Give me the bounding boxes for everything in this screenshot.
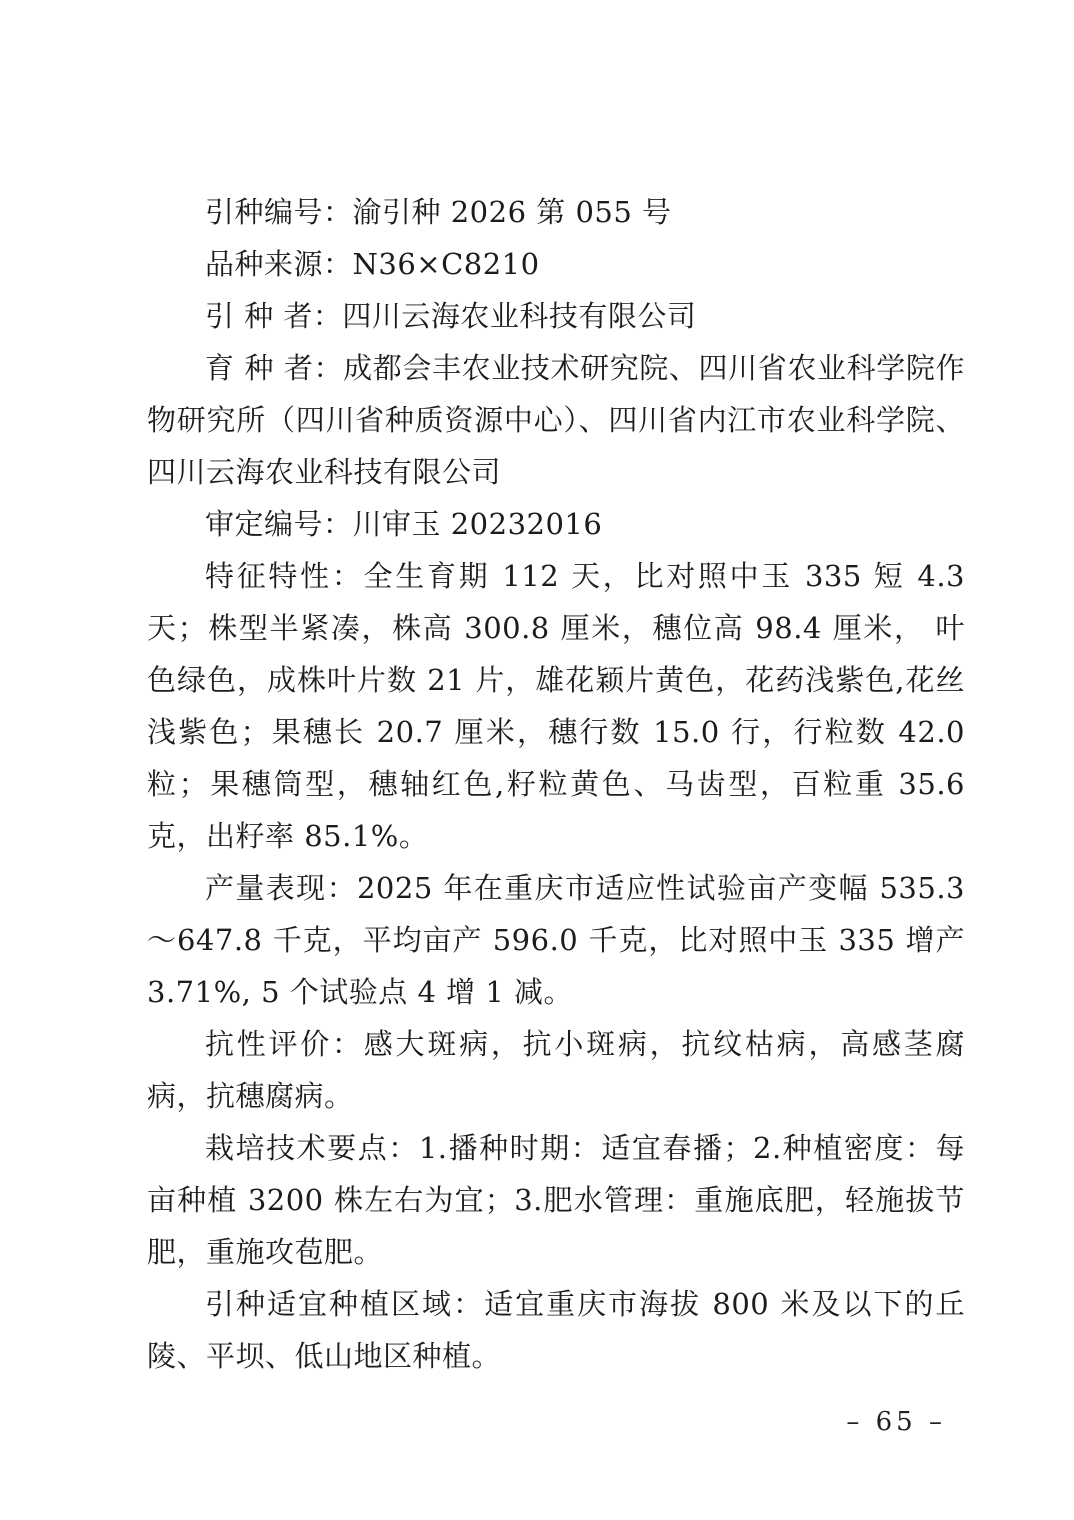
paragraph-approval-number: 审定编号：川审玉 20232016 [205,507,603,541]
paragraph-breeder: 育 种 者：成都会丰农业技术研究院、四川省农业科学院作物研究所（四川省种质资源中心）、四川省内江市农业科学院、四川云海农业科技有限公司 [147,351,965,489]
paragraph-introducer: 引 种 者：四川云海农业科技有限公司 [205,299,697,333]
paragraph-variety-source: 品种来源：N36×C8210 [205,247,540,281]
paragraph-suitable-planting-region: 引种适宜种植区域：适宜重庆市海拔 800 米及以下的丘陵、平坝、低山地区种植。 [147,1287,965,1373]
paragraph-introduction-number: 引种编号：渝引种 2026 第 055 号 [205,195,672,229]
document-body [147,186,965,1382]
paragraph-cultivation-techniques: 栽培技术要点：1.播种时期：适宜春播；2.种植密度：每亩种植 3200 株左右为宜；3.肥水管理：重施底肥，轻施拔节肥，重施攻苞肥。 [147,1131,965,1269]
paragraph-yield-performance: 产量表现：2025 年在重庆市适应性试验亩产变幅 535.3～647.8 千克，平均亩产 596.0 千克，比对照中玉 335 增产 3.71%, 5 个试验点 4 增 1 减。 [147,871,965,1009]
page-number: – 65 – [846,1407,946,1437]
paragraph-characteristics: 特征特性：全生育期 112 天，比对照中玉 335 短 4.3 天；株型半紧凑，株高 300.8 厘米，穗位高 98.4 厘米， 叶色绿色，成株叶片数 21 片，雄花颖片黄色，花药浅紫色,花丝浅紫色；果穗长 20.7 厘米，穗行数 15.0 行，行粒数 42.0 粒；果穗筒型，穗轴红色,籽粒黄色、马齿型，百粒重 35.6 克，出籽率 85.1%。 [147,559,965,853]
paragraph-resistance-evaluation: 抗性评价：感大斑病，抗小斑病，抗纹枯病，高感茎腐病，抗穗腐病。 [147,1027,965,1113]
